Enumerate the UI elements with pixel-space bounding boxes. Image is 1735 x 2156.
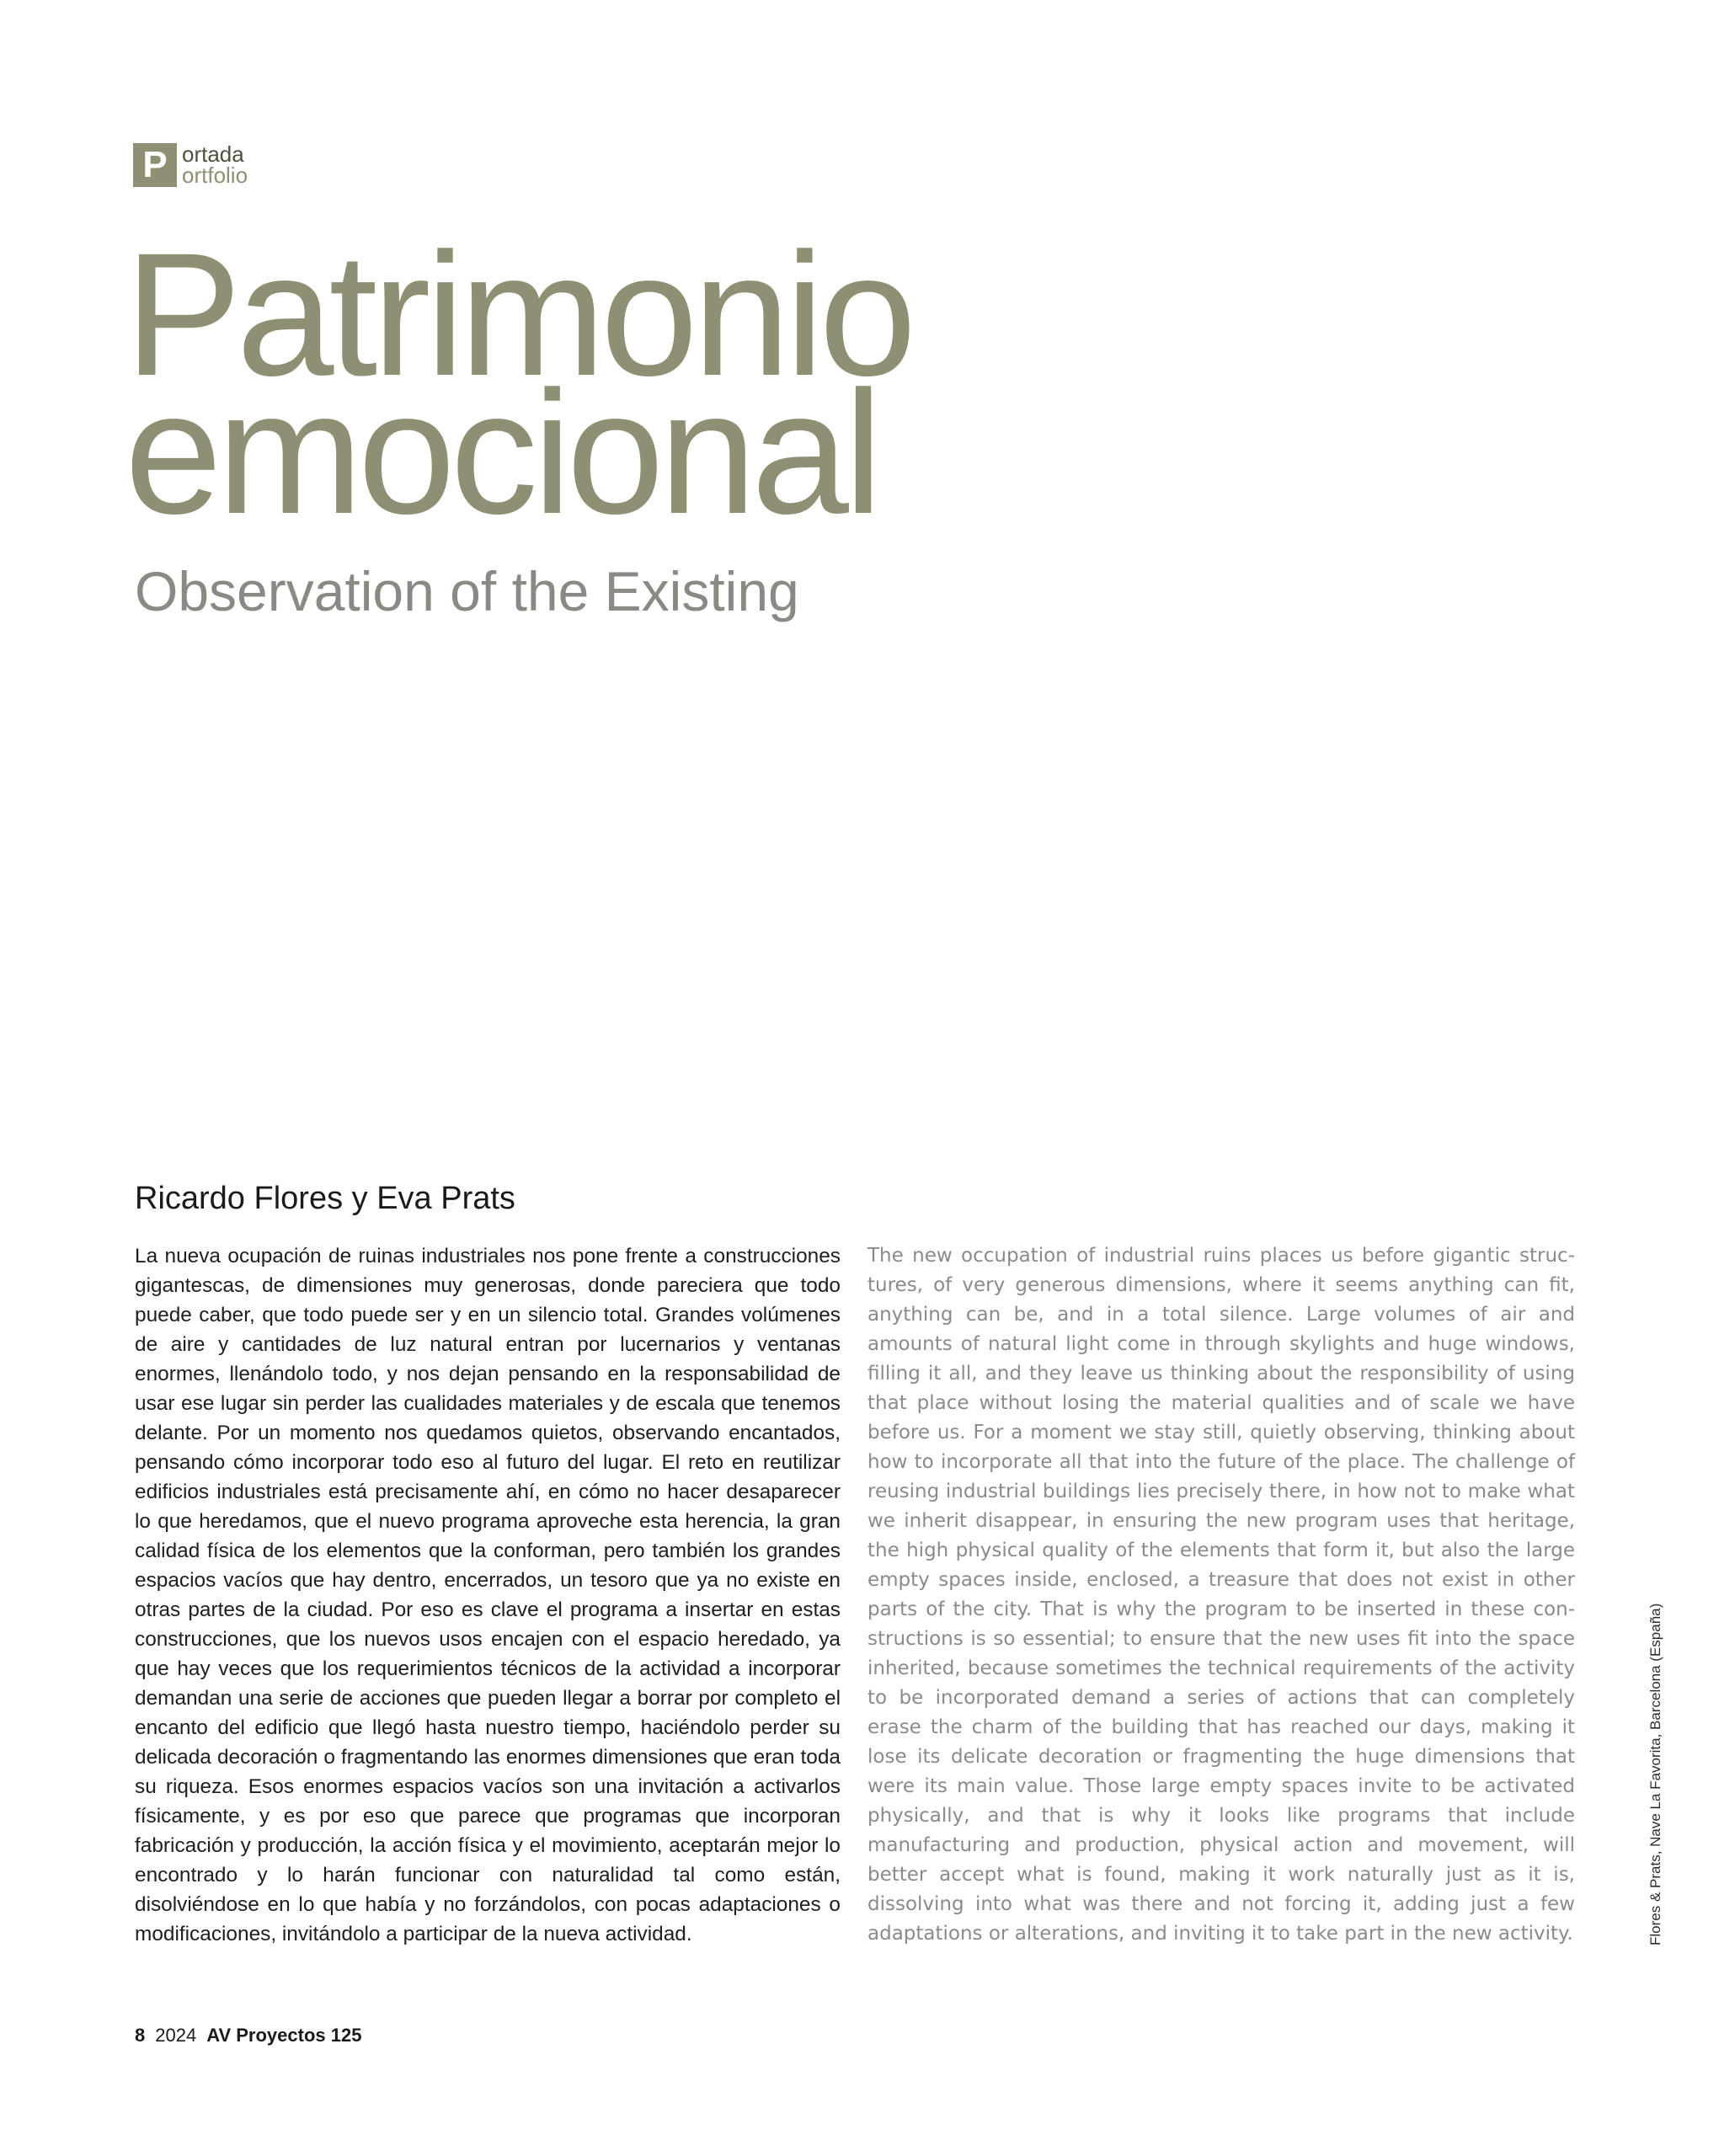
photo-caption: Flores & Prats, Nave La Favorita, Barcelona (España) <box>1647 1603 1663 1945</box>
section-word-portfolio: ortfolio <box>182 163 248 188</box>
body-text-spanish: La nueva ocupación de ruinas industriales nos pone frente a construcciones gigantescas, de dimensiones muy generosas, donde pareciera que todo puede caber, que todo puede ser y en un silencio total. Grandes volúmenes de aire y cantidades de luz natural entran por lucernarios y ventanas enormes, llenándolo todo, y nos dejan pensando en la responsabilidad de usar ese lugar sin perder las cualidades materiales y de escala que tenemos delante. Por un momento nos quedamos quietos, observando encantados, pensando cómo incorporar todo eso al futuro del lugar. El reto en reutilizar edificios industriales está precisamente ahí, en cómo no hacer desaparecer lo que heredamos, que el nuevo programa aproveche esta herencia, la gran calidad física de los elementos que la conforman, pero también los grandes espacios vacíos que hay dentro, encerrados, un tesoro que ya no existe en otras partes de la ciudad. Por eso es clave el programa a insertar en estas construcciones, que los nuevos usos encajen con el espacio heredado, ya que hay veces que los requerimientos técnicos de la actividad a incorporar demandan una serie de acciones que pueden llegar a borrar por completo el encanto del edificio que llegó hasta nuestro tiempo, haciéndolo perder su delicada decoración o fragmentando las enormes dimensiones que eran toda su riqueza. Esos enormes espacios vacíos son una invitación a activarlos físicamente, y es por eso que parece que programas que incorporan fabricación y producción, la acción física y el movimiento, aceptarán mejor lo encontrado y lo harán funcionar con naturalidad tal como están, disolviéndose en lo que había y no forzándolos, con pocas adaptaciones o modificaciones, invitándolo a participar de la nueva actividad. <box>135 1245 841 1945</box>
section-letter: P <box>133 143 177 187</box>
issue-year: 2024 <box>155 2025 197 2046</box>
magazine-name: AV Proyectos 125 <box>206 2025 362 2046</box>
page-number: 8 <box>135 2025 146 2046</box>
section-word-portada: ortada <box>182 141 244 167</box>
article-title <box>125 217 912 551</box>
section-mark <box>133 143 248 187</box>
title-line-1: Patrimonio <box>125 217 912 413</box>
authors-byline: Ricardo Flores y Eva Prats <box>135 1181 515 1216</box>
title-line-2: emocional <box>125 355 878 551</box>
section-words <box>182 141 248 188</box>
article-subtitle: Observation of the Existing <box>135 560 799 622</box>
body-text-english: The new occupation of industrial ruins places us before gigantic structures, of very generous dimensions, where it seems anything can fit, anything can be, and in a total silence. Large volumes of air and amounts of natural light come in through skylights and huge windows, filling it all, and they leave us thinking about the responsibility of using that place without losing the material qualities and of scale we have before us. For a moment we stay still, quietly observing, thinking about how to incorporate all that into the future of the place. The challenge of reusing industrial buildings lies precisely there, in how not to make what we inherit disappear, in ensuring the new program uses that heritage, the high physical quality of the elements that form it, but also the large empty spaces inside, enclosed, a treasure that does not exist in other parts of the city. That is why the program to be inserted in these constructions is so essential; to ensure that the new uses fit into the space inherited, because sometimes the technical requirements of the activity to be incorporated demand a series of actions that can completely erase the charm of the building that has reached our days, making it lose its delicate decoration or fragmenting the huge dimensions that were its main value. Those large empty spaces invite to be activated physically, and that is why it looks like programs that include manufacturing and production, physical action and movement, will better accept what is found, making it work naturally just as it is, dissolving into what was there and not forcing it, adding just a few adaptations or alterations, and inviting it to take part in the new activity. <box>868 1245 1575 1945</box>
page-footer <box>135 2025 361 2047</box>
